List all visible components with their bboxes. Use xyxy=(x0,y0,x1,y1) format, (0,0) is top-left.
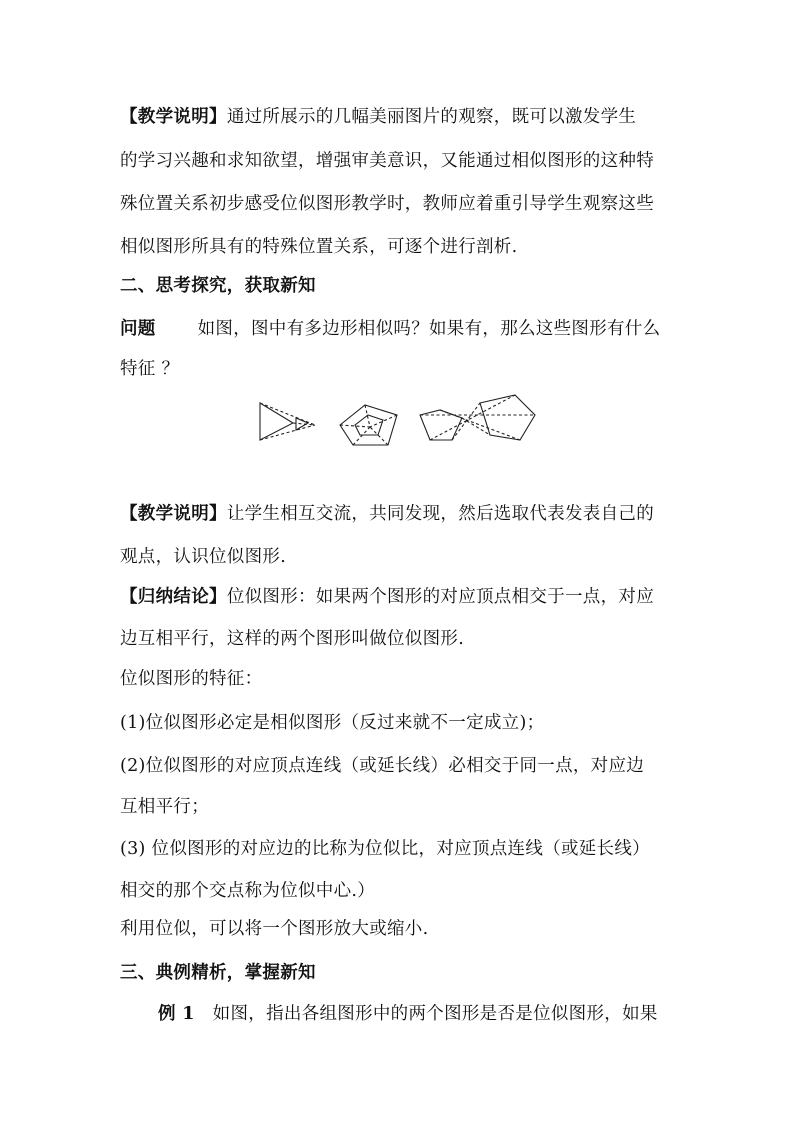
homothety-figures-diagram xyxy=(240,385,560,460)
question-text: 如图，图中有多边形相似吗？如果有，那么这些图形有什么 xyxy=(197,319,661,339)
example-label: 例 1 xyxy=(158,1004,195,1024)
example-text: 如图，指出各组图形中的两个图形是否是位似图形，如果 xyxy=(212,1004,658,1024)
teaching-note-1-line-2: 的学习兴趣和求知欲望，增强审美意识，又能通过相似图形的这种特 xyxy=(120,151,654,171)
conclusion-line-1 xyxy=(120,586,654,608)
teaching-note-1-line-4: 相似图形所具有的特殊位置关系，可逐个进行剖析. xyxy=(120,237,518,257)
feature-2-line-2: 互相平行； xyxy=(120,797,209,817)
usage-sentence: 利用位似，可以将一个图形放大或缩小. xyxy=(120,919,429,939)
section-heading-2: 二、思考探究，获取新知 xyxy=(120,276,316,296)
question-line-1 xyxy=(120,318,660,340)
teaching-note-1-line-3: 殊位置关系初步感受位似图形教学时，教师应着重引导学生观察这些 xyxy=(120,194,654,214)
features-title: 位似图形的特征： xyxy=(120,669,263,689)
teaching-note-text: 让学生相互交流，共同发现，然后选取代表发表自己的 xyxy=(226,504,655,524)
feature-1: (1)位似图形必定是相似图形（反过来就不一定成立)； xyxy=(120,713,545,733)
teaching-note-tag: 【教学说明】 xyxy=(120,504,227,524)
teaching-note-1-line-1 xyxy=(120,106,636,128)
teaching-note-tag: 【教学说明】 xyxy=(120,107,227,127)
question-label: 问题 xyxy=(120,319,156,339)
example-1-line-1 xyxy=(158,1003,658,1025)
conclusion-line-2: 边互相平行，这样的两个图形叫做位似图形. xyxy=(120,629,465,649)
feature-3-line-1: (3) 位似图形的对应边的比称为位似比，对应顶点连线（或延长线） xyxy=(120,839,650,859)
homothety-figures-icon xyxy=(240,385,560,460)
figure-triangles xyxy=(260,403,315,440)
section-heading-3: 三、典例精析，掌握新知 xyxy=(120,963,316,983)
teaching-note-2-line-2: 观点，认识位似图形. xyxy=(120,547,287,567)
teaching-note-text: 通过所展示的几幅美丽图片的观察，既可以激发学生 xyxy=(226,107,637,127)
question-line-2: 特征 ？ xyxy=(120,359,180,379)
feature-3-line-2: 相交的那个交点称为位似中心.） xyxy=(120,881,376,901)
figure-nested-pentagons xyxy=(340,405,397,445)
conclusion-tag: 【归纳结论】 xyxy=(120,587,227,607)
figure-opposite-pentagons xyxy=(420,395,535,440)
teaching-note-2-line-1 xyxy=(120,503,654,525)
conclusion-text: 位似图形：如果两个图形的对应顶点相交于一点，对应 xyxy=(226,587,655,607)
feature-2-line-1: (2)位似图形的对应顶点连线（或延长线）必相交于同一点，对应边 xyxy=(120,756,645,776)
